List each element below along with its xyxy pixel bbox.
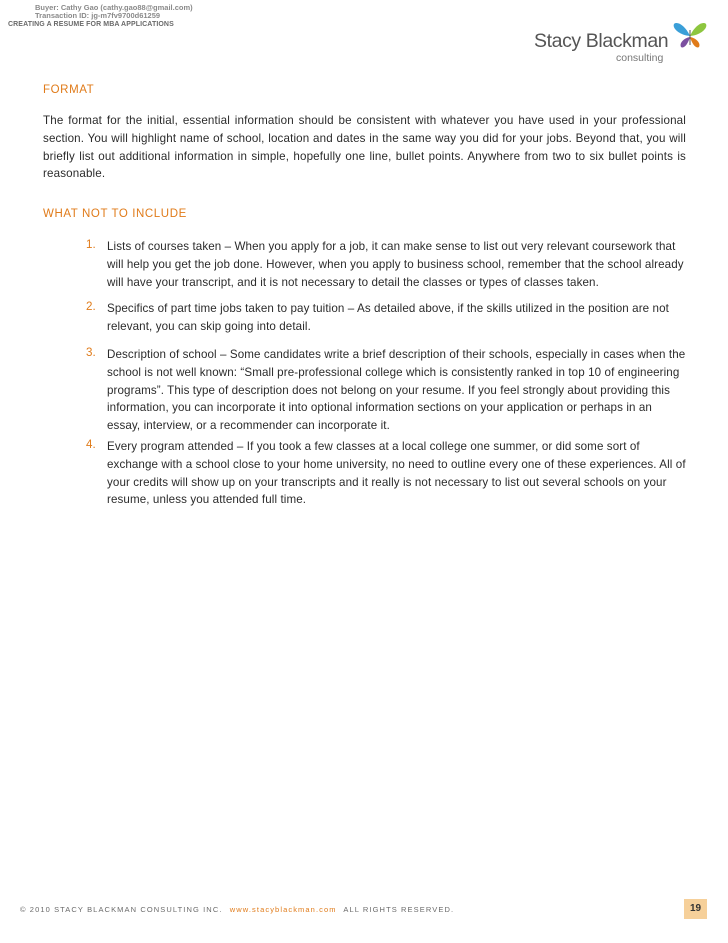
list-number: 1. xyxy=(86,238,96,251)
footer-website-link[interactable]: www.stacyblackman.com xyxy=(229,905,337,914)
list-item-text: Description of school – Some candidates write a brief description of their schools, especially in cases when the school is not well known: “Small pre-professional college which is consistently ranked in top 10 of engineering programs”. This type of description does not belong on your resume. If you feel strongly about providing this information, you can incorporate it into optional information sections on your application or perhaps in an essay, interview, or a recommender can incorporate it. xyxy=(107,348,686,433)
watermark-transaction-line: Transaction ID: jg-m7fv9700d61259 xyxy=(35,11,161,20)
document-title: CREATING A RESUME FOR MBA APPLICATIONS xyxy=(8,21,174,28)
logo-name: Stacy Blackman xyxy=(534,30,669,52)
footer-copyright: © 2010 STACY BLACKMAN CONSULTING INC. xyxy=(20,905,223,914)
watermark-buyer-line: Buyer: Cathy Gao (cathy.gao88@gmail.com) xyxy=(35,3,193,12)
list-item xyxy=(86,300,686,336)
footer xyxy=(20,905,454,914)
buyer-watermark xyxy=(35,4,193,20)
list-number: 3. xyxy=(86,346,96,359)
what-not-to-include-heading: WHAT NOT TO INCLUDE xyxy=(43,208,187,220)
format-heading: FORMAT xyxy=(43,84,95,96)
list-item xyxy=(86,346,686,435)
list-item xyxy=(86,438,686,509)
list-item-text: Specifics of part time jobs taken to pay tuition – As detailed above, if the skills utilized in the position are not relevant, you can skip going into detail. xyxy=(107,302,669,333)
list-item-text: Lists of courses taken – When you apply for a job, it can make sense to list out very relevant coursework that will help you get the job done. However, when you apply to business school, remember that the school already will have your transcript, and it is not necessary to detail the classes or types of classes taken. xyxy=(107,240,684,289)
format-paragraph: The format for the initial, essential information should be consistent with whatever you have used in your professional section. You will highlight name of school, location and dates in the same way you did for your jobs. Beyond that, you will briefly list out additional information in simple, hopefully one line, bullet points. Anywhere from two to six bullet points is reasonable. xyxy=(43,114,686,181)
company-logo xyxy=(534,21,724,67)
page-number-badge: 19 xyxy=(684,899,707,919)
butterfly-icon xyxy=(673,21,707,49)
list-number: 4. xyxy=(86,438,96,451)
list-item-text: Every program attended – If you took a few classes at a local college one summer, or did some sort of exchange with a school close to your home university, no need to outline every one of these experiences. All of your credits will show up on your transcripts and it really is not necessary to list out several schools on your resume, unless you attended full time. xyxy=(107,440,686,507)
list-item xyxy=(86,238,686,291)
list-number: 2. xyxy=(86,300,96,313)
footer-rights: ALL RIGHTS RESERVED. xyxy=(343,905,455,914)
logo-subtitle: consulting xyxy=(616,52,664,64)
